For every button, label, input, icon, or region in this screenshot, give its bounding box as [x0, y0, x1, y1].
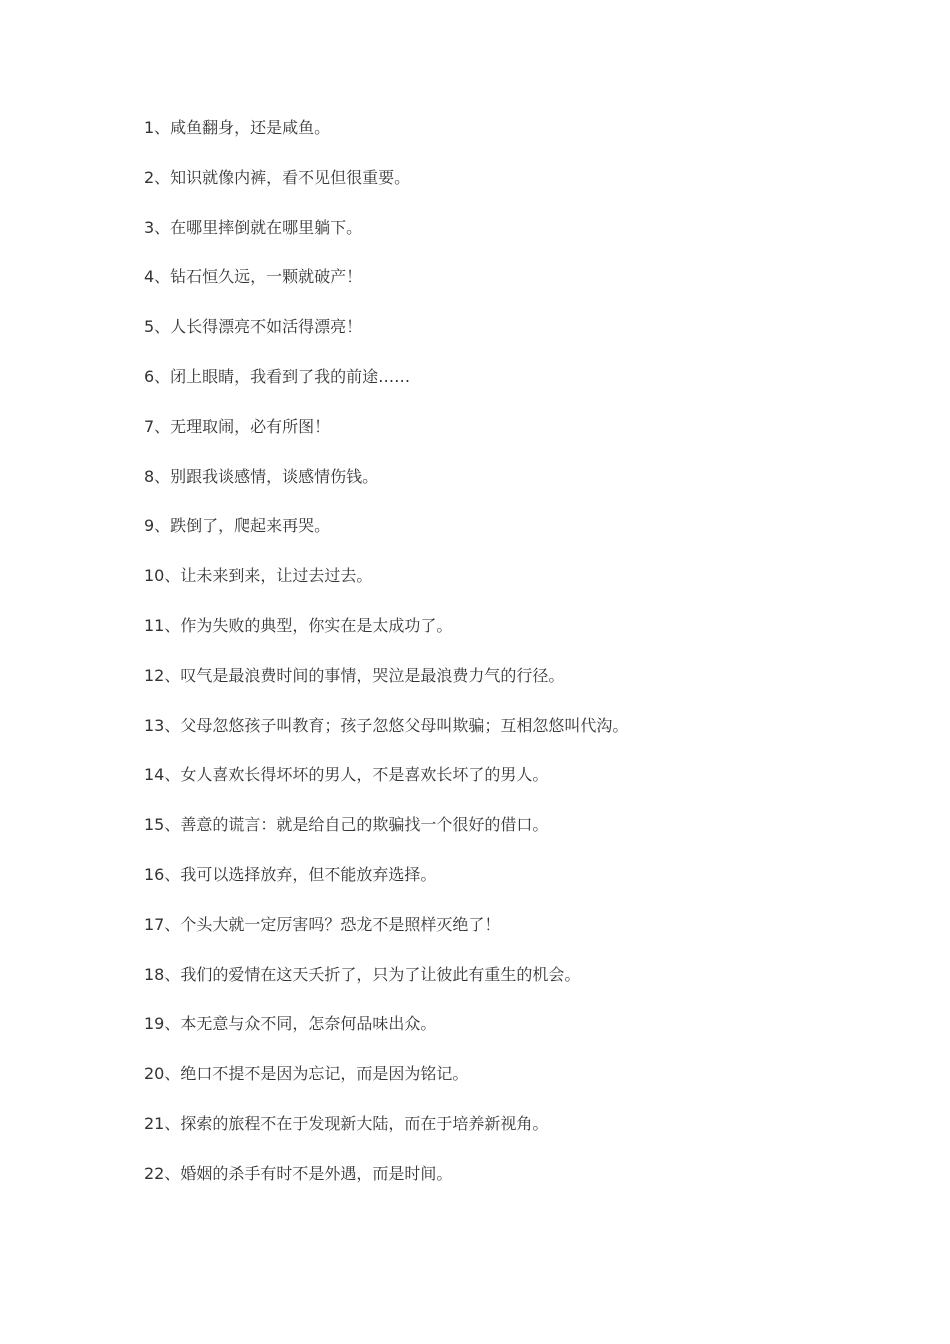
list-item: 20、绝口不提不是因为忘记，而是因为铭记。 [144, 1064, 469, 1084]
list-item: 10、让未来到来，让过去过去。 [144, 566, 373, 586]
list-item: 9、跌倒了，爬起来再哭。 [144, 516, 331, 536]
list-item: 5、人长得漂亮不如活得漂亮！ [144, 317, 363, 337]
list-item: 11、作为失败的典型，你实在是太成功了。 [144, 615, 453, 635]
list-item: 19、本无意与众不同，怎奈何品味出众。 [144, 1014, 437, 1034]
list-item: 4、钻石恒久远，一颗就破产！ [144, 267, 363, 287]
list-item: 8、别跟我谈感情，谈感情伤钱。 [144, 466, 379, 486]
quote-list [144, 116, 904, 1212]
list-item: 21、探索的旅程不在于发现新大陆，而在于培养新视角。 [144, 1113, 549, 1133]
list-item: 2、知识就像内裤，看不见但很重要。 [144, 167, 411, 187]
list-item: 7、无理取闹，必有所图！ [144, 416, 331, 436]
list-item: 16、我可以选择放弃，但不能放弃选择。 [144, 864, 437, 884]
list-item: 15、善意的谎言：就是给自己的欺骗找一个很好的借口。 [144, 815, 549, 835]
list-item: 6、闭上眼睛，我看到了我的前途…… [144, 366, 411, 386]
list-item: 13、父母忽悠孩子叫教育；孩子忽悠父母叫欺骗；互相忽悠叫代沟。 [144, 715, 629, 735]
list-item: 12、叹气是最浪费时间的事情，哭泣是最浪费力气的行径。 [144, 665, 565, 685]
list-item: 22、婚姻的杀手有时不是外遇，而是时间。 [144, 1163, 453, 1183]
list-item: 3、在哪里摔倒就在哪里躺下。 [144, 217, 363, 237]
list-item: 14、女人喜欢长得坏坏的男人，不是喜欢长坏了的男人。 [144, 765, 549, 785]
list-item: 1、咸鱼翻身，还是咸鱼。 [144, 118, 331, 137]
list-item: 18、我们的爱情在这天夭折了，只为了让彼此有重生的机会。 [144, 964, 581, 984]
list-item: 17、个头大就一定厉害吗？恐龙不是照样灭绝了！ [144, 914, 501, 934]
